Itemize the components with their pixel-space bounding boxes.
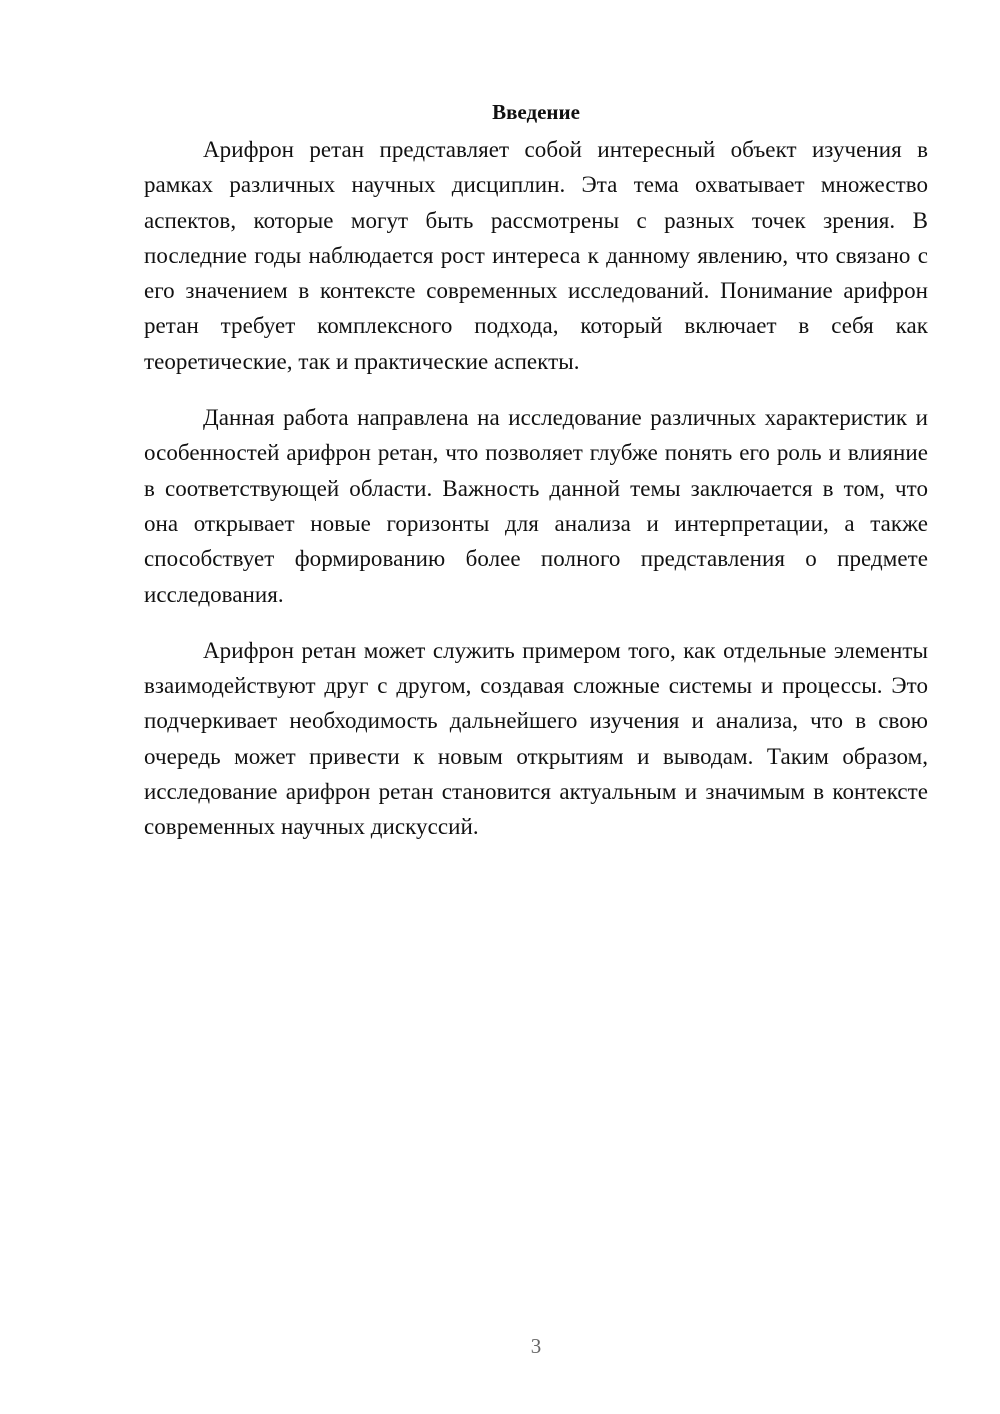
paragraph-2: Данная работа направлена на исследование различных характеристик и особенностей арифрон ретан, что позволяет глубже понять его роль и влияние в соответствующей области. Важность данной темы заключается в том, что она открывает новые горизонты для анализа и интерпретации, а также способствует формированию более полного представления о предмете исследования.	[144, 405, 928, 607]
page-number: 3	[530, 1334, 542, 1358]
section-title: Введение	[492, 100, 580, 124]
paragraph-3: Арифрон ретан может служить примером того, как отдельные элементы взаимодействуют друг с другом, создавая сложные системы и процессы. Это подчеркивает необходимость дальнейшего изучения и анализа, что в свою очередь может привести к новым открытиям и выводам. Таким образом, исследование арифрон ретан становится актуальным и значимым в контексте современных научных дискуссий.	[144, 637, 928, 840]
paragraph-1: Арифрон ретан представляет собой интересный объект изучения в рамках различных научных дисциплин. Эта тема охватывает множество аспектов, которые могут быть рассмотрены с разных точек зрения. В последние годы наблюдается рост интереса к данному явлению, что связано с его значением в контексте современных исследований. Понимание арифрон ретан требует комплексного подхода, который включает в себя как теоретические, так и практические аспекты.	[144, 137, 928, 374]
page-content	[144, 96, 928, 866]
